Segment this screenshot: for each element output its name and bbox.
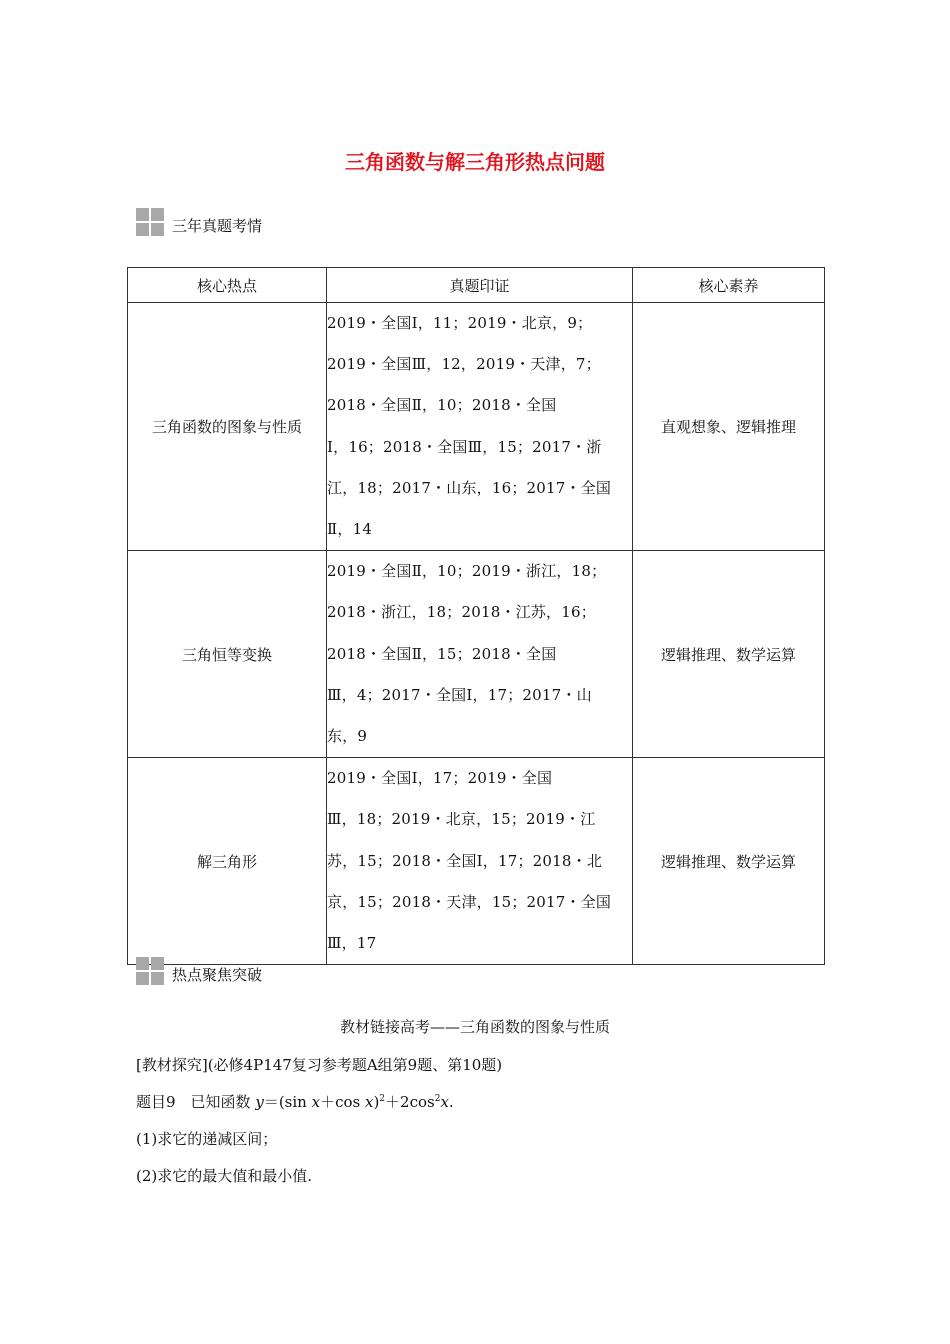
table-row <box>128 303 825 551</box>
evidence-line: 2018・浙江，18；2018・江苏，16； <box>327 603 596 622</box>
evidence-line: 2018・全国Ⅱ，10；2018・全国 <box>327 396 557 415</box>
section-header-hotspot-focus <box>136 957 262 985</box>
topic-cell: 解三角形 <box>128 758 327 965</box>
evidence-line: Ⅰ，16；2018・全国Ⅲ，15；2017・浙 <box>327 437 602 456</box>
exam-table <box>127 267 825 965</box>
exponent: 2 <box>434 1094 441 1104</box>
eq-part: ＝(sin <box>263 1093 312 1111</box>
header-literacy: 核心素养 <box>633 268 825 303</box>
header-hotspot: 核心热点 <box>128 268 327 303</box>
evidence-line: 京，15；2018・天津，15；2017・全国 <box>327 892 612 911</box>
var-x: x <box>364 1093 374 1111</box>
question-2: (2)求它的最大值和最小值. <box>136 1167 313 1185</box>
evidence-line: 江，18；2017・山东，16；2017・全国 <box>327 478 612 497</box>
evidence-line: Ⅱ，14 <box>327 520 373 539</box>
eq-part: . <box>448 1093 454 1111</box>
evidence-line: Ⅲ，18；2019・北京，15；2019・江 <box>327 810 596 829</box>
literacy-cell: 逻辑推理、数学运算 <box>633 551 825 758</box>
evidence-line: Ⅲ，4；2017・全国Ⅰ，17；2017・山 <box>327 685 592 704</box>
section-label: 三年真题考情 <box>172 216 263 235</box>
evidence-line: 东，9 <box>327 727 368 746</box>
evidence-line: 2019・全国Ⅲ，12，2019・天津，7； <box>327 355 601 374</box>
table-row <box>128 551 825 758</box>
exponent: 2 <box>379 1094 386 1104</box>
section-header-exam-analysis <box>136 208 262 236</box>
topic-cell: 三角函数的图象与性质 <box>128 303 327 551</box>
evidence-line: 2018・全国Ⅱ，15；2018・全国 <box>327 644 557 663</box>
problem-statement <box>136 1091 454 1112</box>
page-title: 三角函数与解三角形热点问题 <box>345 150 605 174</box>
grid-icon <box>136 208 164 236</box>
table-row <box>128 758 825 965</box>
subsection-title: 教材链接高考——三角函数的图象与性质 <box>339 1018 610 1036</box>
source-note: [教材探究](必修4P147复习参考题A组第9题、第10题) <box>136 1056 503 1074</box>
var-y: y <box>255 1093 264 1111</box>
eq-part: ) <box>373 1093 380 1111</box>
literacy-cell: 直观想象、逻辑推理 <box>633 303 825 551</box>
evidence-line: 苏，15；2018・全国Ⅰ，17；2018・北 <box>327 851 603 870</box>
question-1: (1)求它的递减区间； <box>136 1130 278 1148</box>
grid-icon <box>136 957 164 985</box>
eq-part: ＋cos <box>320 1093 365 1111</box>
evidence-cell <box>327 303 633 551</box>
section-label: 热点聚焦突破 <box>172 965 263 984</box>
evidence-line: 2019・全国Ⅰ，11；2019・北京，9； <box>327 314 593 332</box>
evidence-line: Ⅲ，17 <box>327 934 377 953</box>
header-evidence: 真题印证 <box>327 268 633 303</box>
table-header-row <box>128 268 825 303</box>
evidence-line: 2019・全国Ⅱ，10；2019・浙江，18； <box>327 562 607 581</box>
problem-label: 题目9 已知函数 <box>136 1093 251 1111</box>
evidence-cell <box>327 758 633 965</box>
topic-cell: 三角恒等变换 <box>128 551 327 758</box>
eq-part: ＋2cos <box>385 1093 435 1111</box>
var-x: x <box>311 1093 321 1111</box>
evidence-cell <box>327 551 633 758</box>
var-x: x <box>440 1093 449 1111</box>
literacy-cell: 逻辑推理、数学运算 <box>633 758 825 965</box>
evidence-line: 2019・全国Ⅰ，17；2019・全国 <box>327 769 553 788</box>
